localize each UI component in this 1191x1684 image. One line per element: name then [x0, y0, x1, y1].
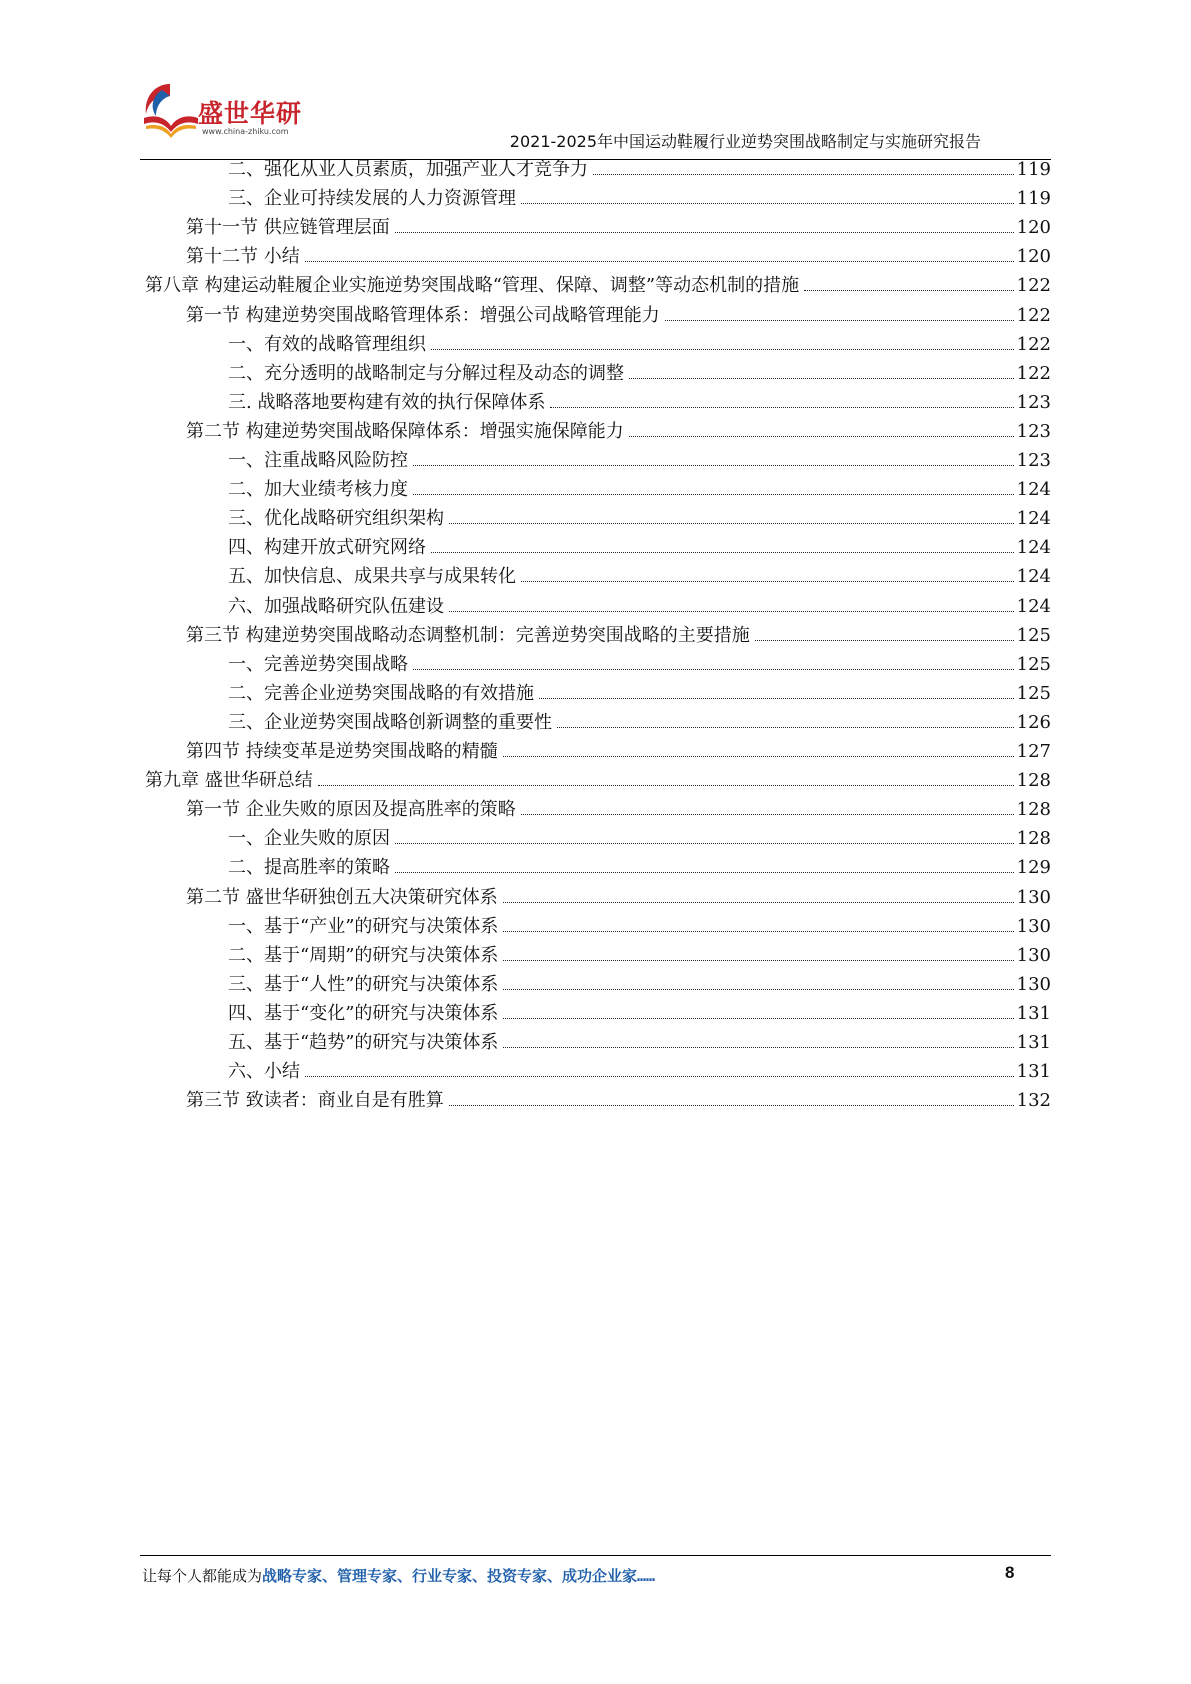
toc-entry[interactable]: [228, 940, 1051, 971]
toc-entry-title: 二、完善企业逆势突围战略的有效措施: [228, 682, 534, 704]
toc-entry-title: 三、基于“人性”的研究与决策体系: [228, 973, 499, 995]
toc-entry-title: 四、基于“变化”的研究与决策体系: [228, 1002, 499, 1024]
toc-entry-page: 119: [1016, 159, 1051, 180]
toc-entry-title: 四、构建开放式研究网络: [228, 537, 426, 559]
toc-dot-leader: [431, 348, 1014, 350]
toc-entry-page: 126: [1016, 711, 1051, 733]
toc-dot-leader: [629, 377, 1014, 379]
toc-dot-leader: [503, 901, 1014, 903]
toc-dot-leader: [593, 173, 1014, 175]
toc-entry[interactable]: [228, 1056, 1051, 1087]
toc-entry[interactable]: [228, 532, 1051, 563]
footer-slogan: [142, 1565, 655, 1586]
toc-entry-title: 三、企业逆势突围战略创新调整的重要性: [228, 711, 552, 733]
toc-entry[interactable]: [228, 649, 1051, 680]
toc-entry[interactable]: [186, 1085, 1051, 1116]
toc-entry-title: 二、强化从业人员素质，加强产业人才竞争力: [228, 159, 588, 180]
toc-entry-title: 第十一节 供应链管理层面: [186, 217, 390, 239]
toc-entry-title: 三、优化战略研究组织架构: [228, 508, 444, 530]
toc-entry-page: 125: [1016, 624, 1051, 646]
toc-entry-page: 124: [1016, 508, 1051, 530]
toc-dot-leader: [449, 1104, 1014, 1106]
toc-entry-page: 124: [1016, 566, 1051, 588]
toc-entry-title: 六、加强战略研究队伍建设: [228, 595, 444, 617]
footer-divider: [140, 1555, 1051, 1556]
toc-entry-page: 129: [1016, 857, 1051, 879]
toc-dot-leader: [503, 1017, 1013, 1019]
toc-entry[interactable]: [145, 765, 1051, 796]
toc-entry-title: 三. 战略落地要构建有效的执行保障体系: [228, 391, 546, 413]
page-number: 8: [1005, 1563, 1015, 1582]
toc-entry-page: 128: [1016, 770, 1051, 792]
toc-entry[interactable]: [228, 911, 1051, 942]
toc-entry-page: 122: [1016, 275, 1051, 297]
toc-entry-page: 122: [1016, 333, 1051, 355]
toc-dot-leader: [557, 726, 1014, 728]
toc-entry-title: 一、完善逆势突围战略: [228, 653, 408, 675]
toc-entry[interactable]: [228, 852, 1051, 883]
toc-dot-leader: [431, 551, 1014, 553]
toc-entry[interactable]: [186, 416, 1051, 447]
toc-entry-title: 二、充分透明的战略制定与分解过程及动态的调整: [228, 362, 624, 384]
toc-entry-page: 124: [1016, 595, 1051, 617]
toc-entry-title: 六、小结: [228, 1061, 300, 1083]
toc-entry[interactable]: [228, 969, 1051, 1000]
toc-entry-page: 124: [1016, 479, 1051, 501]
toc-entry-title: 第一节 企业失败的原因及提高胜率的策略: [186, 799, 516, 821]
toc-dot-leader: [665, 319, 1014, 321]
toc-entry-page: 131: [1016, 1002, 1051, 1024]
toc-entry-title: 一、基于“产业”的研究与决策体系: [228, 915, 499, 937]
toc-entry-page: 131: [1016, 1061, 1051, 1083]
toc-dot-leader: [521, 580, 1014, 582]
toc-entry[interactable]: [186, 882, 1051, 913]
logo: [140, 80, 310, 150]
toc-dot-leader: [503, 755, 1014, 757]
toc-dot-leader: [413, 493, 1014, 495]
toc-entry[interactable]: [228, 823, 1051, 854]
toc-entry[interactable]: [186, 620, 1051, 651]
page-header: [0, 0, 1191, 160]
toc-entry-title: 第十二节 小结: [186, 246, 300, 268]
toc-entry[interactable]: [186, 241, 1051, 272]
toc-entry-page: 120: [1016, 217, 1051, 239]
toc-entry-title: 五、基于“趋势”的研究与决策体系: [228, 1032, 499, 1053]
toc-dot-leader: [539, 697, 1014, 699]
toc-entry[interactable]: [186, 794, 1051, 825]
toc-entry[interactable]: [186, 300, 1051, 331]
toc-dot-leader: [395, 231, 1014, 233]
toc-entry-title: 一、有效的战略管理组织: [228, 333, 426, 355]
toc-entry-page: 122: [1016, 304, 1051, 326]
toc-entry[interactable]: [228, 358, 1051, 389]
toc-entry-title: 二、提高胜率的策略: [228, 857, 390, 879]
toc-entry[interactable]: [228, 474, 1051, 505]
toc-entry-page: 123: [1016, 420, 1051, 442]
toc-entry[interactable]: [186, 736, 1051, 767]
toc-dot-leader: [503, 1046, 1013, 1048]
toc-dot-leader: [804, 289, 1014, 291]
toc-entry-page: 123: [1016, 391, 1051, 413]
toc-entry[interactable]: [228, 998, 1051, 1029]
toc-dot-leader: [550, 406, 1013, 408]
toc-entry-page: 125: [1016, 653, 1051, 675]
toc-dot-leader: [755, 639, 1014, 641]
toc-entry-title: 一、企业失败的原因: [228, 828, 390, 850]
toc-entry-title: 五、加快信息、成果共享与成果转化: [228, 566, 516, 588]
toc-entry-title: 二、加大业绩考核力度: [228, 479, 408, 501]
toc-entry-page: 132: [1016, 1090, 1051, 1112]
toc-entry-page: 128: [1016, 828, 1051, 850]
slogan-highlight: 战略专家、管理专家、行业专家、投资专家、成功企业家……: [262, 1567, 656, 1585]
report-title: 2021-2025年中国运动鞋履行业逆势突围战略制定与实施研究报告: [509, 132, 981, 151]
logo-name: 盛世华研: [198, 99, 303, 128]
logo-book-icon: [140, 80, 202, 140]
toc-entry-page: 130: [1016, 973, 1051, 995]
toc-dot-leader: [449, 610, 1014, 612]
toc-entry-title: 第二节 构建逆势突围战略保障体系：增强实施保障能力: [186, 420, 624, 442]
toc-dot-leader: [395, 842, 1014, 844]
toc-entry[interactable]: [145, 270, 1051, 301]
toc-entry[interactable]: [228, 678, 1051, 709]
toc-dot-leader: [395, 871, 1014, 873]
toc-entry[interactable]: [228, 1027, 1051, 1058]
toc-entry[interactable]: [228, 561, 1051, 592]
toc-entry[interactable]: [186, 212, 1051, 243]
toc-entry-title: 第二节 盛世华研独创五大决策研究体系: [186, 886, 498, 908]
toc-entry-title: 第四节 持续变革是逆势突围战略的精髓: [186, 741, 498, 762]
toc-entry[interactable]: [228, 503, 1051, 534]
toc-entry-page: 122: [1016, 362, 1051, 384]
toc-entry[interactable]: [228, 707, 1051, 738]
toc-dot-leader: [449, 522, 1014, 524]
toc-entry[interactable]: [228, 183, 1051, 214]
toc-entry-page: 131: [1016, 1032, 1051, 1053]
toc-dot-leader: [305, 260, 1014, 262]
toc-entry-title: 第一节 构建逆势突围战略管理体系：增强公司战略管理能力: [186, 304, 660, 326]
logo-url: www.china-zhiku.com: [202, 127, 289, 136]
toc-entry[interactable]: [228, 387, 1051, 418]
toc-dot-leader: [521, 202, 1014, 204]
toc-dot-leader: [521, 813, 1014, 815]
toc-entry-page: 130: [1016, 886, 1051, 908]
toc-dot-leader: [305, 1075, 1014, 1077]
toc-entry-page: 127: [1016, 741, 1051, 762]
toc-entry[interactable]: [228, 591, 1051, 622]
toc-dot-leader: [503, 930, 1013, 932]
toc-entry-page: 130: [1016, 915, 1051, 937]
toc-entry-page: 128: [1016, 799, 1051, 821]
toc-dot-leader: [413, 668, 1014, 670]
toc-dot-leader: [503, 959, 1013, 961]
toc-entry-title: 二、基于“周期”的研究与决策体系: [228, 944, 499, 966]
toc-dot-leader: [413, 464, 1014, 466]
toc-entry-page: 120: [1016, 246, 1051, 268]
toc-dot-leader: [629, 435, 1014, 437]
toc-entry[interactable]: [228, 154, 1051, 185]
toc-entry-title: 第三节 致读者：商业自是有胜算: [186, 1090, 444, 1112]
toc-entry-title: 第三节 构建逆势突围战略动态调整机制：完善逆势突围战略的主要措施: [186, 624, 750, 646]
toc-entry-page: 123: [1016, 450, 1051, 471]
toc-entry-title: 三、企业可持续发展的人力资源管理: [228, 188, 516, 210]
slogan-prefix: 让每个人都能成为: [142, 1567, 263, 1585]
toc-entry-title: 第九章 盛世华研总结: [145, 770, 313, 792]
toc-dot-leader: [503, 988, 1013, 990]
toc-entry-page: 130: [1016, 944, 1051, 966]
toc-dot-leader: [318, 784, 1014, 786]
toc-entry-page: 119: [1016, 188, 1051, 210]
toc-entry-title: 第八章 构建运动鞋履企业实施逆势突围战略“管理、保障、调整”等动态机制的措施: [145, 275, 800, 297]
toc-entry-page: 125: [1016, 682, 1051, 704]
toc-entry-title: 一、注重战略风险防控: [228, 450, 408, 471]
toc-entry[interactable]: [228, 445, 1051, 476]
toc-entry-page: 124: [1016, 537, 1051, 559]
toc-entry[interactable]: [228, 329, 1051, 360]
